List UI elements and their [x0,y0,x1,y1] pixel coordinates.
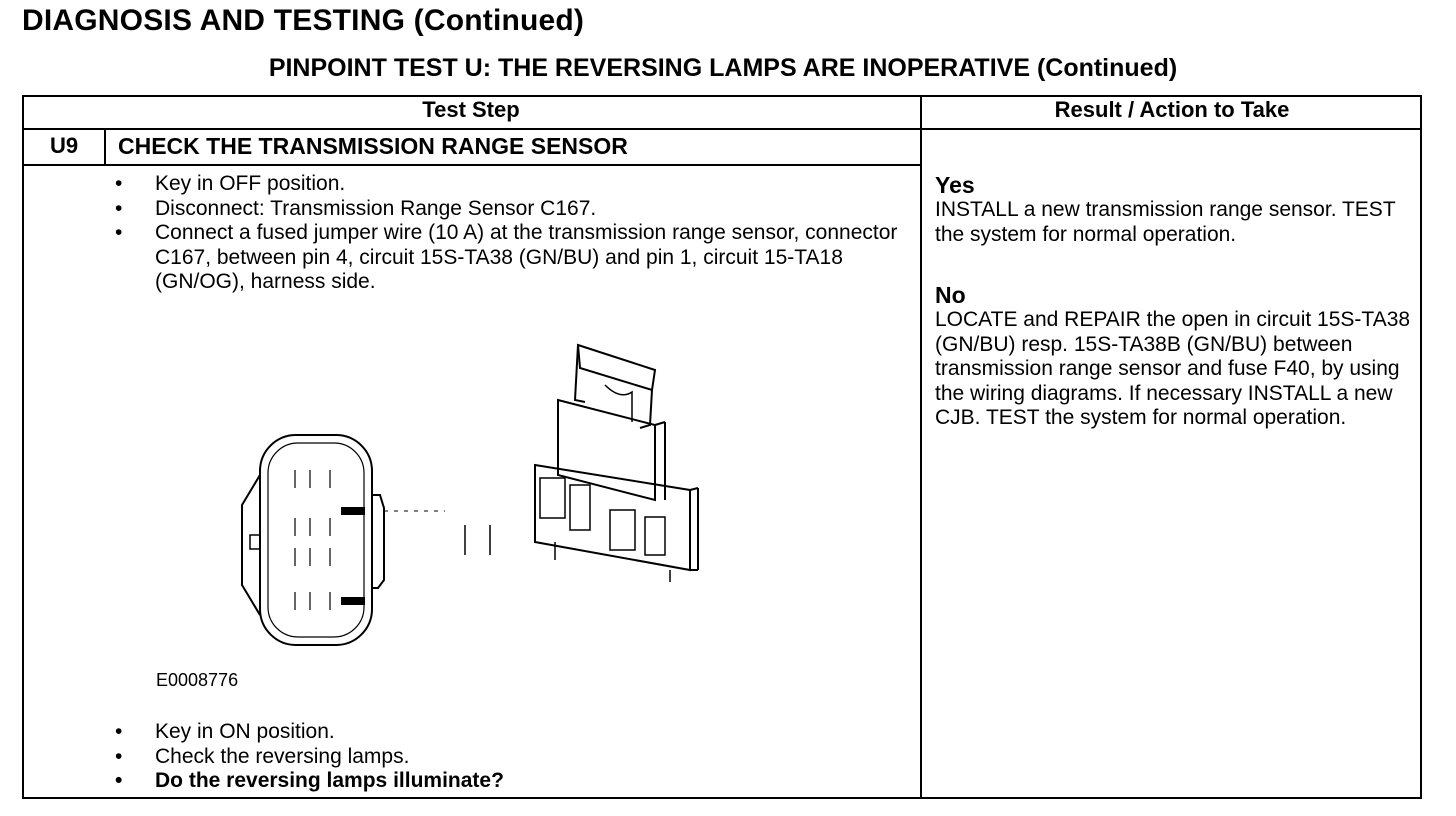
pin-1-terminal [342,598,364,604]
step-id-divider [104,128,106,164]
column-header-test-step: Test Step [422,97,520,122]
list-item: • Key in ON position. [110,720,900,745]
list-item: • Key in OFF position. [110,172,900,197]
list-item: • Check the reversing lamps. [110,745,900,770]
header-divider [22,128,1422,130]
connector-side-lug [250,535,260,549]
list-item: • Disconnect: Transmission Range Sensor C167. [110,197,900,222]
connector-outline [260,435,372,645]
step-title: CHECK THE TRANSMISSION RANGE SENSOR [118,133,628,159]
page-title: DIAGNOSIS AND TESTING (Continued) [22,4,585,37]
plug-latch-top [578,345,655,390]
connector-inner-outline [268,443,364,637]
figure-label: E0008776 [156,670,239,690]
pinpoint-test-title: PINPOINT TEST U: THE REVERSING LAMPS ARE INOPERATIVE (Continued) [268,54,1178,82]
test-question: • Do the reversing lamps illuminate? [110,769,900,794]
answer-yes-label: Yes [935,172,975,198]
answer-no-label: No [935,282,966,308]
column-header-result: Result / Action to Take [1054,97,1290,122]
connector-side-tab [242,475,260,615]
result-no [935,282,1415,431]
list-item: • Connect a fused jumper wire (10 A) at the transmission range sensor, connector C167, between pin 4, circuit 15S-TA38 (GN/BU) and pin 1, circuit 15-TA18 (GN/OG), harness side. [110,221,900,295]
step-instructions-before [110,172,900,295]
answer-yes-action: INSTALL a new transmission range sensor. TEST the system for normal operation. [935,198,1396,246]
pin-4-terminal [342,508,364,514]
connector-illustration [220,330,720,660]
step-id: U9 [49,133,79,158]
step-title-divider [22,164,922,166]
step-instructions-after [110,720,900,794]
column-divider [920,95,922,799]
connector-latch [372,495,384,588]
result-yes [935,172,1415,247]
answer-no-action: LOCATE and REPAIR the open in circuit 15S-TA38 (GN/BU) resp. 15S-TA38B (GN/BU) between transmission range sensor and fuse F40, by using the wiring diagrams. If necessary INSTALL a new CJB. TEST the system for normal operation. [935,308,1411,429]
